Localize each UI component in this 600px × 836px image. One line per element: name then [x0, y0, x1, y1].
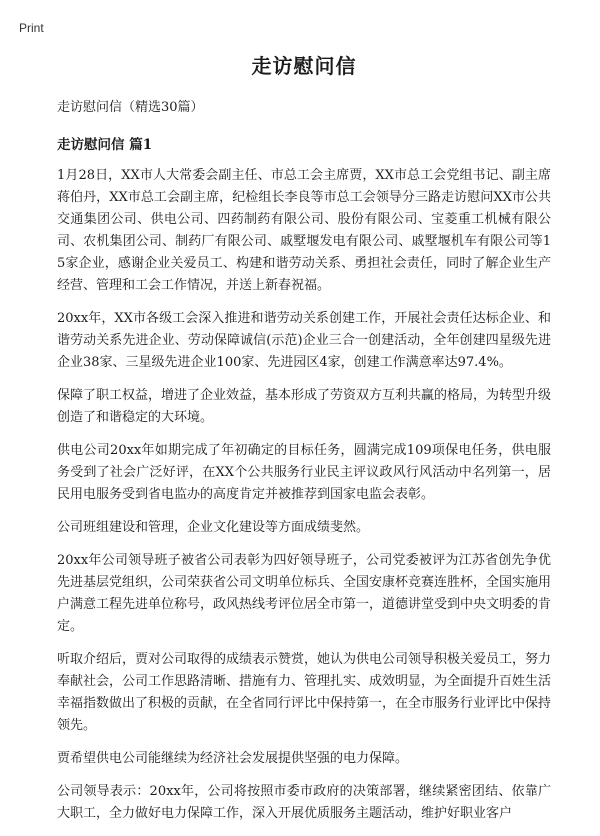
- paragraph-9: 公司领导表示：20xx年，公司将按照市委市政府的决策部署，继续紧密团结、依靠广大职工，全力做好电力保障工作，深入开展优质服务主题活动，维护好职业客户: [57, 784, 551, 821]
- paragraph-5: 公司班组建设和管理，企业文化建设等方面成绩斐然。: [57, 520, 370, 535]
- document-subtitle: 走访慰问信（精选30篇）: [57, 100, 204, 115]
- paragraph-1: 1月28日，XX市人大常委会副主任、市总工会主席贾，XX市总工会党组书记、副主席蒋伯丹，XX市总工会副主席，纪检组长李良等市总工会领导分三路走访慰问XX市公共交通集团公司、供电公司、四药制药有限公司、股份有限公司、宝菱重工机械有限公司、农机集团公司、制药厂有限公司、戚墅堰发电有限公司、戚墅堰机车有限公司等15家企业，感谢企业关爱员工、构建和谐劳动关系、勇担社会责任，同时了解企业生产经营、管理和工会工作情况，并送上新春祝福。: [57, 168, 551, 293]
- section-heading: 走访慰问信 篇1: [57, 137, 153, 153]
- document: [57, 50, 551, 836]
- paragraph-6: 20xx年公司领导班子被省公司表彰为四好领导班子，公司党委被评为江苏省创先争优先进基层党组织，公司荣获省公司文明单位标兵、全国安康杯竞赛连胜杯，全国实施用户满意工程先进单位称号，政风热线考评位居全市第一，道德讲堂受到中央文明委的肯定。: [57, 553, 552, 634]
- paragraph-4: 供电公司20xx年如期完成了年初确定的目标任务，圆满完成109项保电任务，供电服务受到了社会广泛好评，在XX个公共服务行业民主评议政风行风活动中名列第一，居民用电服务受到省电监办的高度肯定并被推荐到国家电监会表彰。: [57, 443, 551, 502]
- paragraph-2: 20xx年，XX市各级工会深入推进和谐劳动关系创建工作，开展社会责任达标企业、和谐劳动关系先进企业、劳动保障诚信(示范)企业三合一创建活动，全年创建四星级先进企业38家、三星级先进企业100家、先进园区4家，创建工作满意率达97.4%。: [57, 311, 551, 370]
- print-link[interactable]: Print: [19, 21, 44, 35]
- page-title: 走访慰问信: [251, 54, 357, 78]
- paragraph-7: 听取介绍后，贾对公司取得的成绩表示赞赏，她认为供电公司领导积极关爱员工，努力奉献社会，公司工作思路清晰、措施有力、管理扎实、成效明显，为全面提升百姓生活幸福指数做出了积极的贡献，在全省同行评比中保持第一，在全市服务行业评比中保持领先。: [57, 652, 552, 733]
- paragraph-8: 贾希望供电公司能继续为经济社会发展提供坚强的电力保障。: [57, 751, 409, 766]
- paragraph-3: 保障了职工权益，增进了企业效益，基本形成了劳资双方互利共赢的格局，为转型升级创造了和谐稳定的大环境。: [57, 388, 552, 425]
